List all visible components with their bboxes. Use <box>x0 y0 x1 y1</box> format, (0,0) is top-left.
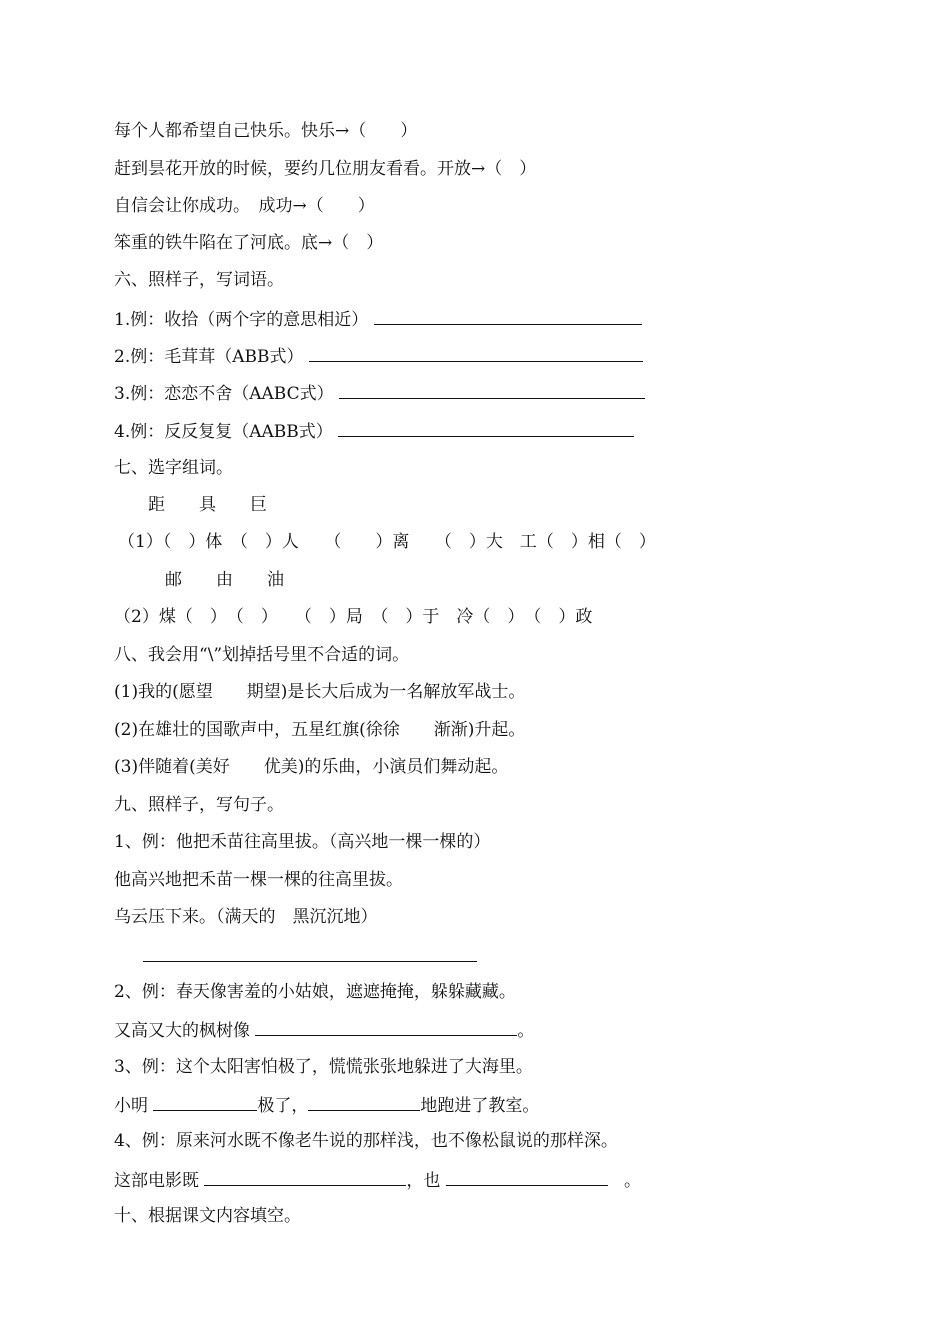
q9-exercise-2-blank[interactable] <box>255 1019 517 1036</box>
q6-item-3-text: 3.例：恋恋不舍（AABC式） <box>114 384 334 404</box>
q6-item-1 <box>114 308 642 330</box>
q7-chars-1: 距 具 巨 <box>114 495 267 515</box>
q9-exercise-3-blank-b[interactable] <box>308 1094 420 1111</box>
section-9-heading: 九、照样子，写句子。 <box>114 795 284 815</box>
section-7-heading: 七、选字组词。 <box>114 458 233 478</box>
q8-item-1: (1)我的(愿望 期望)是长大后成为一名解放军战士。 <box>114 682 526 702</box>
q7-row-1: （1）（ ）体 （ ）人 （ ）离 （ ）大 工（ ）相（ ） <box>118 532 656 552</box>
q8-item-3: (3)伴随着(美好 优美)的乐曲，小演员们舞动起。 <box>114 757 509 777</box>
q9-exercise-2-end: 。 <box>517 1021 535 1041</box>
q9-exercise-4-text-a: 这部电影既 <box>114 1171 199 1191</box>
q6-item-4-text: 4.例：反反复复（AABB式） <box>114 422 333 442</box>
section-10-heading: 十、根据课文内容填空。 <box>114 1206 301 1226</box>
q9-exercise-1: 乌云压下来。（满天的 黑沉沉地） <box>114 907 378 927</box>
q9-example-3: 3、例：这个太阳害怕极了，慌慌张张地躲进了大海里。 <box>114 1057 533 1077</box>
q6-item-2-text: 2.例：毛茸茸（ABB式） <box>114 347 304 367</box>
q8-item-2: (2)在雄壮的国歌声中，五星红旗(徐徐 渐渐)升起。 <box>114 720 526 740</box>
q9-exercise-4-text-b: ，也 <box>406 1171 441 1191</box>
q5-line-1: 每个人都希望自己快乐。快乐→（ ） <box>114 121 418 141</box>
q6-item-3-blank[interactable] <box>339 382 645 399</box>
q9-exercise-4-blank-a[interactable] <box>204 1169 406 1186</box>
q9-exercise-2 <box>114 1019 534 1041</box>
q6-item-4 <box>114 420 634 442</box>
q9-exercise-1-blank[interactable] <box>143 961 477 962</box>
q9-example-2: 2、例：春天像害羞的小姑娘，遮遮掩掩，躲躲藏藏。 <box>114 982 516 1002</box>
q9-exercise-3-text-c: 地跑进了教室。 <box>420 1096 540 1116</box>
q9-exercise-4-end: 。 <box>624 1171 642 1191</box>
q9-example-1: 1、例：他把禾苗往高里拔。（高兴地一棵一棵的） <box>114 832 491 852</box>
q6-item-1-text: 1.例：收拾（两个字的意思相近） <box>114 310 369 330</box>
q9-exercise-3-text-b: 极了， <box>257 1096 309 1116</box>
q9-exercise-3-blank-a[interactable] <box>153 1094 257 1111</box>
q9-exercise-4 <box>114 1169 641 1191</box>
q6-item-3 <box>114 382 645 404</box>
q5-line-2: 赶到昙花开放的时候，要约几位朋友看看。开放→（ ） <box>114 159 537 179</box>
q6-item-2-blank[interactable] <box>309 345 643 362</box>
section-6-heading: 六、照样子，写词语。 <box>114 270 284 290</box>
q6-item-1-blank[interactable] <box>374 308 642 325</box>
q6-item-4-blank[interactable] <box>338 420 634 437</box>
q9-exercise-2-text: 又高又大的枫树像 <box>114 1021 250 1041</box>
q9-example-1-answer: 他高兴地把禾苗一棵一棵的往高里拔。 <box>114 870 403 890</box>
q7-row-2: （2）煤（ ） （ ） （ ）局 （ ）于 冷（ ） （ ）政 <box>114 607 593 627</box>
section-8-heading: 八、我会用“\”划掉括号里不合适的词。 <box>114 645 410 665</box>
q7-chars-2: 邮 由 油 <box>114 570 284 590</box>
q9-exercise-3 <box>114 1094 539 1116</box>
q6-item-2 <box>114 345 643 367</box>
q5-line-4: 笨重的铁牛陷在了河底。底→（ ） <box>114 233 384 253</box>
q9-exercise-4-blank-b[interactable] <box>446 1169 608 1186</box>
q9-example-4: 4、例：原来河水既不像老牛说的那样浅，也不像松鼠说的那样深。 <box>114 1131 618 1151</box>
q9-exercise-3-text-a: 小明 <box>114 1096 148 1116</box>
q5-line-3: 自信会让你成功。 成功→（ ） <box>114 196 375 216</box>
